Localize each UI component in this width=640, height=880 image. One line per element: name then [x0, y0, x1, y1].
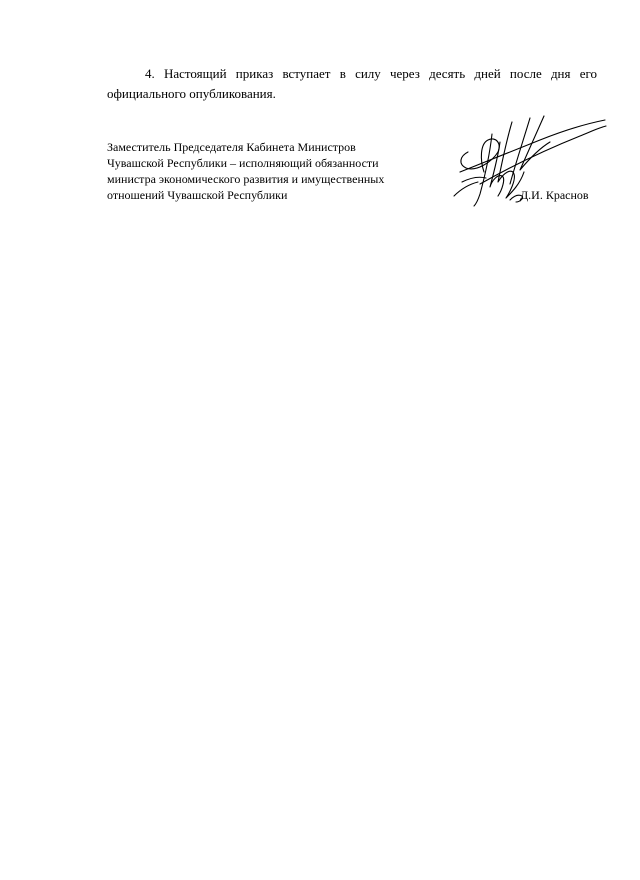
signatory-title-line-2: Чувашской Республики – исполняющий обязанности: [107, 156, 379, 170]
paragraph-4: 4. Настоящий приказ вступает в силу через десять дней после дня его официального опубликования.: [107, 66, 597, 101]
signatory-title-line-3: министра экономического развития и имущественных: [107, 172, 385, 186]
signatory-title: [107, 139, 427, 203]
signer-name: Д.И. Краснов: [520, 188, 589, 202]
signatory-title-line-1: Заместитель Председателя Кабинета Министров: [107, 140, 356, 154]
signatory-title-line-4: отношений Чувашской Республики: [107, 188, 288, 202]
